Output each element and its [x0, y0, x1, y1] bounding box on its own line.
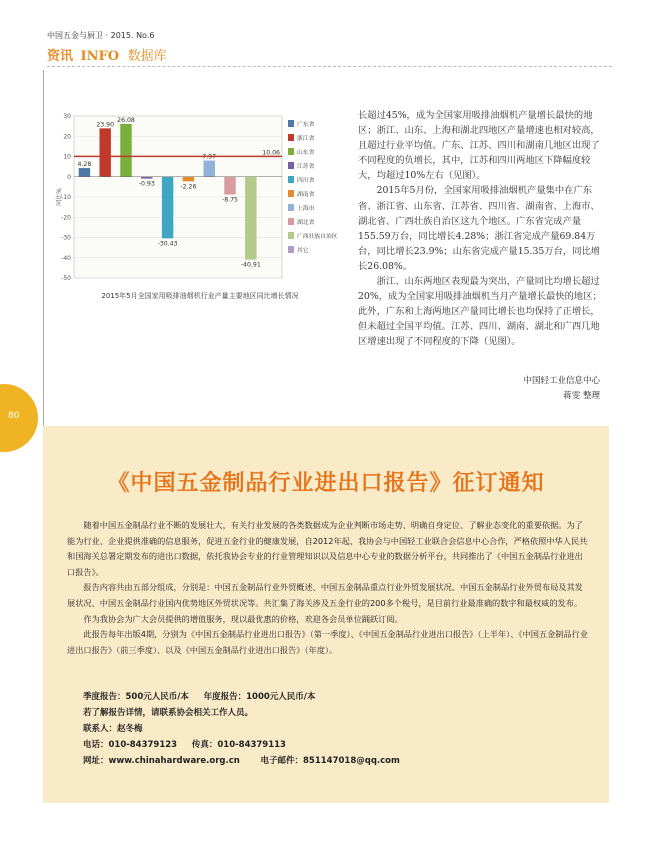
y-tick-label: 30	[63, 113, 71, 120]
details-note: 若了解报告详情，请联系协会相关工作人员。	[83, 708, 254, 718]
y-tick-label: 0	[67, 173, 71, 181]
legend-label: 上海市	[297, 206, 315, 212]
article-paragraph: 2015年5月份，全国家用吸排油烟机产量集中在广东省、浙江省、山东省、江苏省、四川省、湖南省、上海市、湖北省、广西壮族自治区这九个地区。广东省完成产量155.59万台，同比增长4.28%；浙江省完成产量69.84万台，同比增长23.9%；山东省完成产量15.35万台，同比增长26.08%。	[358, 185, 601, 272]
legend-label: 浙江省	[297, 136, 315, 142]
y-tick-label: 20	[63, 133, 71, 141]
y-tick-label: 10	[63, 153, 71, 161]
y-tick-label: -50	[61, 275, 71, 282]
legend-swatch	[288, 190, 294, 197]
phone-fax: 电话：010-84379123 传真：010-84379113	[83, 740, 286, 750]
bar	[183, 177, 194, 182]
notice-contact	[83, 689, 563, 769]
bar	[79, 168, 90, 177]
web-email: 网址：www.chinahardware.org.cn 电子邮件：851147018@qq.com	[83, 756, 400, 766]
legend-swatch	[288, 232, 294, 239]
credit-organization: 中国轻工业信息中心	[523, 376, 600, 386]
section-subtitle: 数据库	[127, 49, 167, 64]
notice-paragraph: 此报告每年出版4期，分别为《中国五金制品行业进出口报告》（第一季度）、《中国五金制品行业进出口报告》（上半年）、《中国五金制品行业进出口报告》（前三季度）、以及《中国五金制品行业进出口报告》（年度）。	[67, 629, 589, 655]
article-paragraph: 浙江、山东两地区表现最为突出，产量同比均增长超过20%，成为全国家用吸排油烟机当月产量增长最快的地区；此外，广东和上海两地区产量同比增长也均保持了正增长，但未超过全国平均值。江苏、四川、湖南、湖北和广西几地区增速出现了不同程度的下降（见图）。	[358, 276, 602, 348]
legend-swatch	[288, 176, 294, 183]
bar-chart-svg	[52, 108, 352, 288]
section-title	[47, 45, 167, 64]
bar	[245, 177, 256, 260]
notice-paragraph: 随着中国五金制品行业不断的发展壮大，有关行业发展的各类数据成为企业判断市场走势、明确自身定位、了解业态变化的重要依据。为了能为行业、企业提供准确的信息服务，促进五金行业的健康发展，自2012年起，我协会与中国轻工业联合会信息中心合作，严格依照中华人民共和国海关总署定期发布的进出口数据，依托我协会专业的行业管理知识以及信息中心专业的数据分析平台，共同推出了《中国五金制品行业进出口报告》。	[67, 520, 588, 577]
legend-swatch	[288, 120, 294, 127]
data-label: -0.93	[138, 180, 155, 188]
bar	[203, 161, 214, 177]
bar	[120, 124, 131, 177]
bar	[224, 177, 235, 195]
header-divider	[47, 66, 612, 67]
legend-swatch	[288, 148, 294, 155]
y-tick-label: -30	[61, 234, 71, 242]
legend-label: 湖南省	[297, 192, 315, 198]
legend-label: 江苏省	[297, 164, 315, 170]
subscription-notice	[43, 426, 609, 803]
bar-chart	[52, 108, 352, 308]
data-label: -8.75	[221, 196, 239, 204]
article-text	[358, 108, 603, 350]
y-tick-label: -20	[61, 214, 71, 222]
legend-swatch	[288, 134, 294, 141]
bar	[99, 128, 110, 176]
legend-label: 湖北省	[297, 220, 315, 226]
chart-caption: 2015年5月全国家用吸排油烟机行业产量主要地区同比增长情况	[101, 292, 299, 300]
issue-label: 中国五金与厨卫 · 2015. No.6	[47, 31, 155, 40]
y-axis-label: 同比%	[56, 188, 63, 206]
legend-swatch	[288, 246, 294, 253]
legend-swatch	[288, 162, 294, 169]
page-number: 80	[8, 411, 20, 421]
y-tick-label: -10	[61, 194, 71, 201]
notice-paragraph: 报告内容共由五部分组成，分别是：中国五金制品行业外贸概述、中国五金制品重点行业外贸发展状况、中国五金制品行业外贸布局及其发展状况、中国五金制品行业国内优势地区外贸状况等。共汇集了海关涉及五金行业的200多个税号，是目前行业最准确的数字和最权威的发布。	[67, 582, 583, 608]
data-label: -40.91	[240, 261, 261, 269]
section-title-en: INFO	[80, 49, 120, 64]
data-label: 26.08	[117, 116, 135, 124]
notice-body	[67, 518, 589, 658]
y-tick-label: -40	[61, 254, 71, 262]
notice-paragraph: 作为我协会为广大会员提供的增值服务，现以最优惠的价格，欢迎各会员单位踊跃订阅。	[83, 613, 403, 624]
data-label: -30.43	[157, 240, 178, 248]
legend-swatch	[288, 218, 294, 225]
contact-person: 联系人：赵冬梅	[83, 724, 143, 734]
pricing-line: 季度报告：500元人民币/本 年度报告：1000元人民币/本	[83, 692, 316, 702]
legend-label: 其它	[297, 248, 309, 254]
data-label: 23.90	[96, 121, 115, 129]
data-label: -2.26	[180, 183, 197, 191]
credit-editor: 蒋雯 整理	[563, 391, 600, 401]
legend-label: 广东省	[297, 122, 315, 128]
notice-title: 《中国五金制品行业进出口报告》征订通知	[107, 471, 545, 496]
data-label: 7.97	[202, 153, 217, 161]
legend-swatch	[288, 204, 294, 211]
article-paragraph: 长超过45%，成为全国家用吸排油烟机产量增长最快的地区；浙江、山东、上海和湖北四地区产量增速也相对较高，且超过行业平均值。广东、江苏、四川和湖南几地区出现了不同程度的负增长，其中，江苏和四川两地区下降幅度较大，均超过10%左右（见图）。	[358, 110, 600, 182]
data-label: 4.28	[77, 161, 92, 169]
legend-label: 四川省	[297, 178, 315, 184]
section-title-cn: 资讯	[47, 49, 74, 64]
bar	[162, 177, 173, 239]
average-label: 10.06	[262, 149, 280, 157]
legend-label: 广西壮族自治区	[297, 234, 338, 240]
legend-label: 山东省	[297, 150, 315, 156]
